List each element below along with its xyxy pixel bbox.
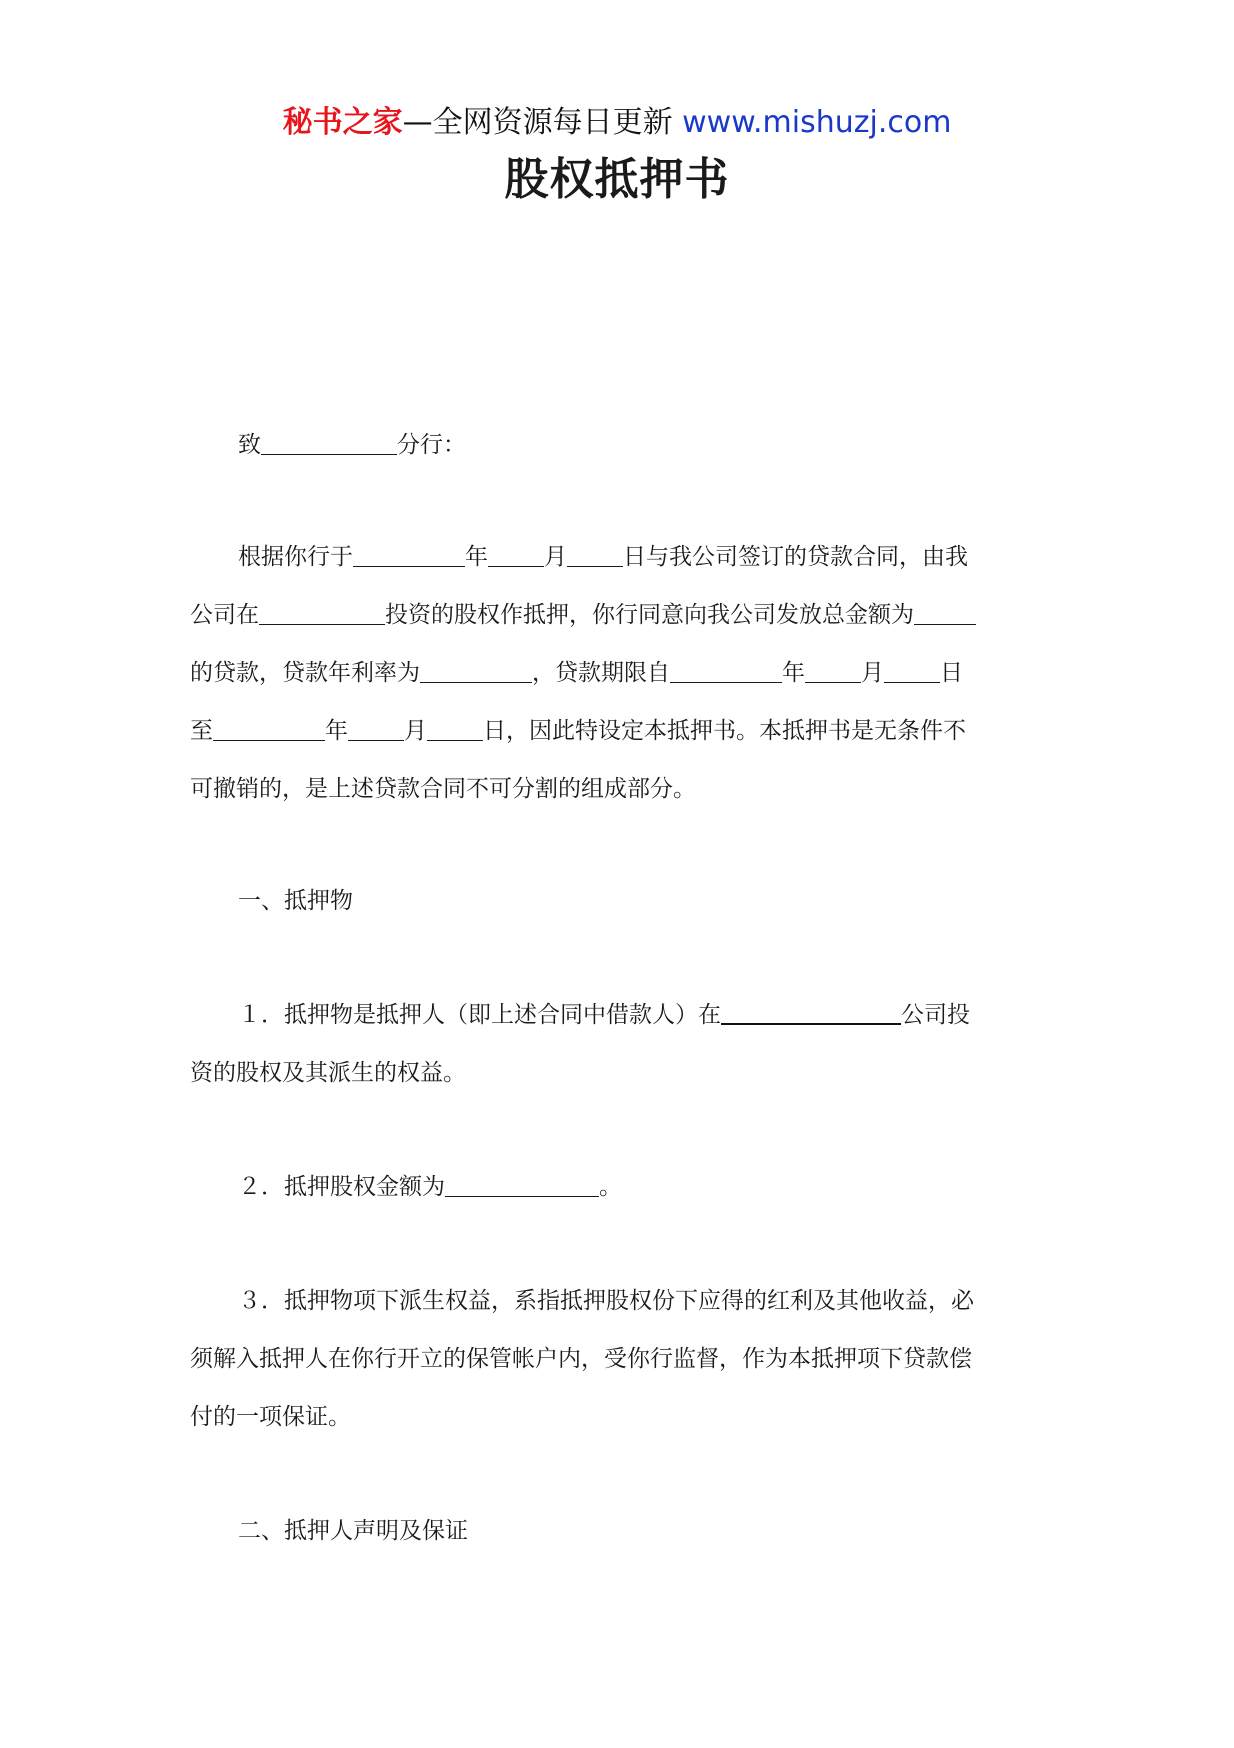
end-month-blank <box>348 716 404 741</box>
intro-paragraph <box>190 528 1050 818</box>
header-slogan: —全网资源每日更新 <box>402 105 683 140</box>
interest-rate-blank <box>420 658 532 683</box>
section-1-item-1 <box>190 986 1050 1102</box>
intro-text: 月 <box>404 718 427 744</box>
contract-month-blank <box>488 542 544 567</box>
intro-text: 日，因此特设定本抵押书。本抵押书是无条件不 <box>483 718 966 744</box>
brand-name: 秘书之家 <box>282 105 403 140</box>
intro-text: 至 <box>190 718 213 744</box>
section-1-item-2 <box>190 1158 1050 1216</box>
intro-text: 年 <box>782 660 805 686</box>
intro-text: 年 <box>325 718 348 744</box>
end-year-blank <box>213 716 325 741</box>
start-year-blank <box>670 658 782 683</box>
intro-text: 可撤销的，是上述贷款合同不可分割的组成部分。 <box>190 776 696 802</box>
intro-text: 根据你行于 <box>238 544 353 570</box>
contract-day-blank <box>567 542 623 567</box>
start-day-blank <box>884 658 940 683</box>
salutation-suffix: 分行： <box>397 432 466 458</box>
end-day-blank <box>427 716 483 741</box>
intro-text: ，贷款期限自 <box>532 660 670 686</box>
intro-text: 日与我公司签订的贷款合同，由我 <box>623 544 968 570</box>
section-2 <box>190 1502 1050 1560</box>
site-url[interactable]: www.mishuzj.com <box>682 105 952 140</box>
document-title: 股权抵押书 <box>504 154 730 205</box>
item-text: ２．抵押股权金额为 <box>238 1174 445 1200</box>
branch-name-blank <box>261 430 397 455</box>
item-text: 公司投 <box>901 1002 970 1028</box>
salutation <box>190 416 1050 474</box>
item-text: ３．抵押物项下派生权益，系指抵押股权份下应得的红利及其他收益，必 <box>238 1288 974 1314</box>
start-month-blank <box>805 658 861 683</box>
section-2-heading: 二、抵押人声明及保证 <box>238 1518 468 1544</box>
intro-text: 的贷款，贷款年利率为 <box>190 660 420 686</box>
item-text: 付的一项保证。 <box>190 1404 351 1430</box>
intro-text: 月 <box>544 544 567 570</box>
equity-amount-blank <box>445 1172 599 1197</box>
section-1-item-3 <box>190 1272 1050 1446</box>
loan-amount-blank <box>914 600 976 625</box>
item-text: １．抵押物是抵押人（即上述合同中借款人）在 <box>238 1002 721 1028</box>
intro-text: 年 <box>465 544 488 570</box>
item-text: 。 <box>599 1174 622 1200</box>
item-text: 须解入抵押人在你行开立的保管帐户内，受你行监督，作为本抵押项下贷款偿 <box>190 1346 972 1372</box>
site-header <box>0 103 1234 143</box>
item-text: 资的股权及其派生的权益。 <box>190 1060 466 1086</box>
pledged-company-blank <box>721 999 901 1025</box>
intro-text: 公司在 <box>190 602 259 628</box>
contract-year-blank <box>353 542 465 567</box>
intro-text: 日 <box>940 660 963 686</box>
intro-text: 月 <box>861 660 884 686</box>
section-1-heading: 一、抵押物 <box>238 888 353 914</box>
salutation-prefix: 致 <box>238 432 261 458</box>
section-1 <box>190 872 1050 930</box>
intro-text: 投资的股权作抵押，你行同意向我公司发放总金额为 <box>385 602 914 628</box>
invest-company-blank <box>259 600 385 625</box>
